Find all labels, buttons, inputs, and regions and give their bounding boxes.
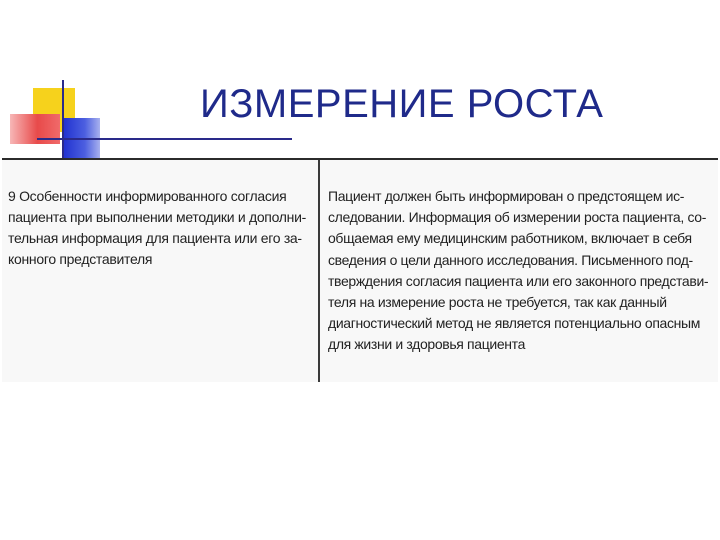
table-right-cell	[328, 186, 716, 356]
right-line-5: тверждения согласия пациента или его законного представи-	[328, 272, 709, 289]
decor-vertical-line	[62, 80, 64, 162]
right-line-3: общаемая ему медицинским работником, включает в себя	[328, 230, 692, 247]
right-line-2: следовании. Информация об измерении роста пациента, со-	[328, 209, 707, 226]
slide-title: ИЗМЕРЕНИЕ РОСТА	[200, 82, 604, 126]
right-line-6: теля на измерение роста не требуется, так как данный	[328, 294, 667, 311]
right-line-1: Пациент должен быть информирован о предстоящем ис-	[328, 188, 685, 204]
right-line-8: для жизни и здоровья пациента	[328, 336, 526, 353]
left-line-2: пациента при выполнении методики и дополни-	[8, 209, 306, 225]
left-line-4: конного представителя	[8, 251, 153, 267]
title-underline	[37, 138, 292, 140]
left-line-1: 9 Особенности информированного согласия	[8, 188, 287, 204]
document-table-excerpt	[2, 158, 718, 382]
column-divider	[318, 160, 320, 382]
left-line-3: тельная информация для пациента или его за-	[8, 230, 302, 246]
table-left-cell	[8, 186, 308, 270]
row-number: 9	[8, 188, 16, 204]
right-line-7: диагностический метод не является потенциально опасным	[328, 315, 701, 332]
decorative-corner-graphic	[0, 0, 110, 170]
right-line-4: сведения о цели данного исследования. Письменного под-	[328, 251, 693, 268]
